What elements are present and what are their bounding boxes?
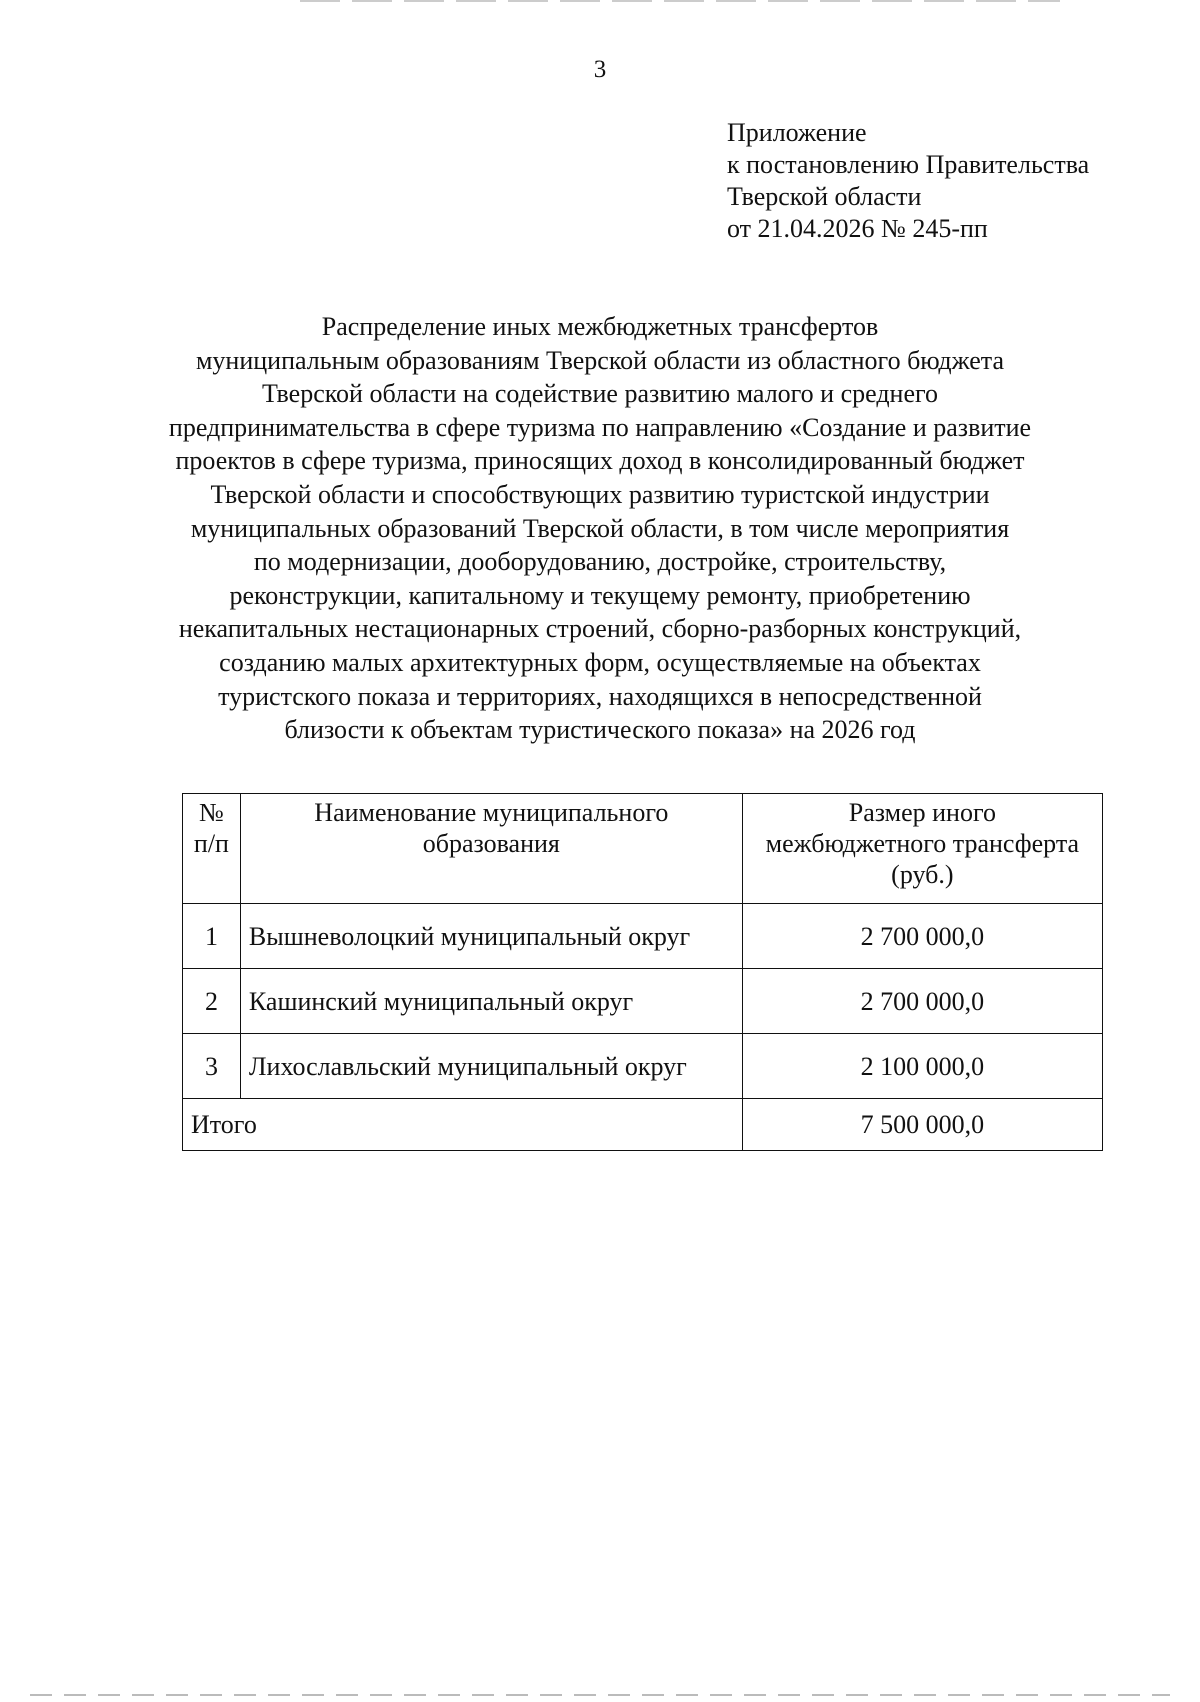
total-amount: 7 500 000,0: [742, 1099, 1102, 1151]
municipality-name: Вышневолоцкий муниципальный округ: [240, 904, 742, 969]
title-line: некапитальных нестационарных строений, сборно-разборных конструкций,: [178, 614, 1022, 644]
title-line: Распределение иных межбюджетных трансфертов: [321, 312, 879, 341]
table-total-row: [183, 1099, 1103, 1151]
title-line: реконструкции, капитальному и текущему ремонту, приобретению: [229, 580, 971, 610]
title-line: Тверской области на содействие развитию малого и среднего: [261, 379, 939, 409]
header-name-line: образования: [422, 829, 560, 858]
municipality-name: Лихославльский муниципальный округ: [240, 1034, 742, 1099]
municipality-name: Кашинский муниципальный округ: [240, 969, 742, 1034]
row-number: 1: [183, 904, 241, 969]
transfers-table: [182, 793, 1103, 1151]
title-line: Тверской области и способствующих развитию туристской индустрии: [210, 479, 990, 509]
appendix-line: к постановлению Правительства: [727, 150, 1090, 179]
transfer-amount: 2 100 000,0: [742, 1034, 1102, 1099]
header-name-line: Наименование муниципального: [314, 798, 669, 827]
header-amount-line: (руб.): [891, 860, 954, 889]
appendix-date-number: от 21.04.2026 № 245-пп: [727, 214, 988, 243]
appendix-line: Приложение: [727, 118, 867, 147]
header-amount-line: межбюджетного трансферта: [765, 829, 1080, 858]
header-number: [183, 794, 241, 904]
header-amount-line: Размер иного: [848, 798, 996, 827]
scan-artifact-bottom: [30, 1694, 1170, 1696]
table-header-row: [183, 794, 1103, 904]
title-line: предпринимательства в сфере туризма по направлению «Создание и развитие: [168, 412, 1032, 442]
appendix-line: Тверской области: [727, 182, 922, 211]
header-number-line: №: [199, 798, 224, 827]
header-amount: [742, 794, 1102, 904]
title-line: близости к объектам туристического показа» на 2026 год: [284, 715, 916, 745]
table-row: [183, 904, 1103, 969]
row-number: 2: [183, 969, 241, 1034]
page-number: 3: [593, 56, 607, 83]
row-number: 3: [183, 1034, 241, 1099]
table-row: [183, 1034, 1103, 1099]
title-line: муниципальным образованиям Тверской области из областного бюджета: [195, 345, 1005, 375]
transfer-amount: 2 700 000,0: [742, 969, 1102, 1034]
header-number-line: п/п: [193, 829, 229, 858]
title-line: по модернизации, дооборудованию, достройке, строительству,: [253, 547, 947, 577]
scan-artifact-top: [300, 0, 1060, 2]
total-label: Итого: [183, 1099, 743, 1151]
header-name: [240, 794, 742, 904]
document-title: [150, 310, 1050, 747]
title-line: туристского показа и территориях, находящихся в непосредственной: [218, 681, 982, 711]
title-line: проектов в сфере туризма, приносящих доход в консолидированный бюджет: [175, 446, 1025, 476]
transfer-amount: 2 700 000,0: [742, 904, 1102, 969]
title-line: созданию малых архитектурных форм, осуществляемые на объектах: [219, 647, 981, 677]
appendix-block: [727, 117, 1089, 245]
title-line: муниципальных образований Тверской области, в том числе мероприятия: [190, 513, 1010, 543]
table-row: [183, 969, 1103, 1034]
